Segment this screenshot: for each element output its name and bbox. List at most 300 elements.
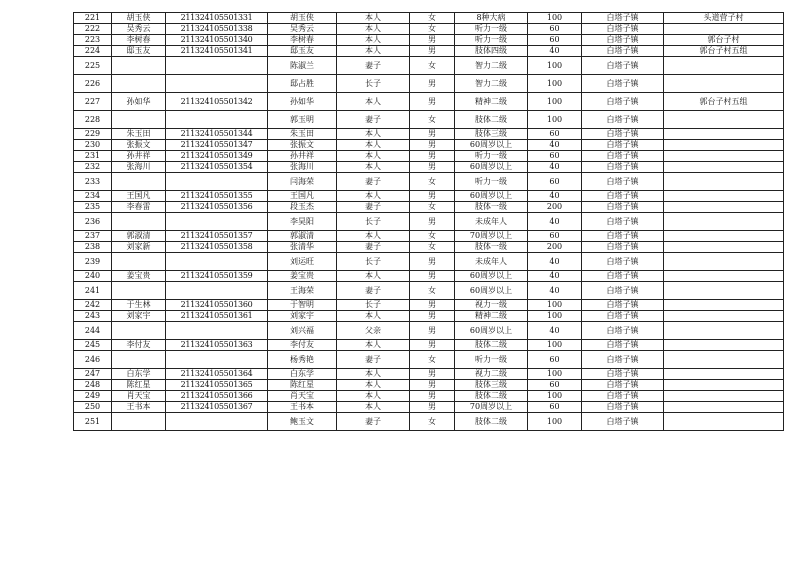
gender-cell: 男 bbox=[410, 35, 455, 46]
town-cell: 白塔子镇 bbox=[582, 93, 664, 111]
member-name-cell: 肖天宝 bbox=[268, 391, 337, 402]
gender-cell: 女 bbox=[410, 24, 455, 35]
town-cell: 白塔子镇 bbox=[582, 162, 664, 173]
town-cell: 白塔子镇 bbox=[582, 351, 664, 369]
gender-cell: 男 bbox=[410, 140, 455, 151]
amount-cell: 40 bbox=[528, 213, 582, 231]
town-cell: 白塔子镇 bbox=[582, 253, 664, 271]
household-head-cell bbox=[112, 351, 166, 369]
category-cell: 未成年人 bbox=[455, 253, 528, 271]
amount-cell: 60 bbox=[528, 129, 582, 140]
village-cell bbox=[664, 402, 784, 413]
row-number-cell: 227 bbox=[74, 93, 112, 111]
household-id-cell: 211324105501342 bbox=[166, 93, 268, 111]
household-head-cell bbox=[112, 173, 166, 191]
table-row bbox=[74, 391, 784, 402]
member-name-cell: 邸玉友 bbox=[268, 46, 337, 57]
amount-cell: 40 bbox=[528, 191, 582, 202]
household-head-cell bbox=[112, 413, 166, 431]
member-name-cell: 杨秀艳 bbox=[268, 351, 337, 369]
category-cell: 听力一级 bbox=[455, 173, 528, 191]
village-cell: 郭台子村五组 bbox=[664, 93, 784, 111]
household-id-cell: 211324105501363 bbox=[166, 340, 268, 351]
gender-cell: 女 bbox=[410, 57, 455, 75]
village-cell bbox=[664, 111, 784, 129]
gender-cell: 男 bbox=[410, 340, 455, 351]
amount-cell: 40 bbox=[528, 162, 582, 173]
category-cell: 精神二级 bbox=[455, 311, 528, 322]
town-cell: 白塔子镇 bbox=[582, 24, 664, 35]
row-number-cell: 241 bbox=[74, 282, 112, 300]
household-id-cell bbox=[166, 282, 268, 300]
relation-cell: 妻子 bbox=[337, 282, 410, 300]
gender-cell: 男 bbox=[410, 369, 455, 380]
member-name-cell: 郭玉明 bbox=[268, 111, 337, 129]
amount-cell: 100 bbox=[528, 13, 582, 24]
category-cell: 8种大病 bbox=[455, 13, 528, 24]
household-head-cell bbox=[112, 253, 166, 271]
table-row bbox=[74, 191, 784, 202]
category-cell: 60周岁以上 bbox=[455, 282, 528, 300]
row-number-cell: 247 bbox=[74, 369, 112, 380]
gender-cell: 男 bbox=[410, 300, 455, 311]
household-id-cell bbox=[166, 75, 268, 93]
household-id-cell: 211324105501356 bbox=[166, 202, 268, 213]
row-number-cell: 234 bbox=[74, 191, 112, 202]
member-name-cell: 王书本 bbox=[268, 402, 337, 413]
village-cell bbox=[664, 57, 784, 75]
village-cell bbox=[664, 151, 784, 162]
member-name-cell: 张海川 bbox=[268, 162, 337, 173]
household-id-cell: 211324105501367 bbox=[166, 402, 268, 413]
table-row bbox=[74, 322, 784, 340]
gender-cell: 男 bbox=[410, 380, 455, 391]
category-cell: 肢体三级 bbox=[455, 129, 528, 140]
amount-cell: 200 bbox=[528, 202, 582, 213]
relation-cell: 妻子 bbox=[337, 351, 410, 369]
relief-roster-table bbox=[73, 12, 784, 431]
household-id-cell: 211324105501366 bbox=[166, 391, 268, 402]
village-cell: 郭台子村五组 bbox=[664, 46, 784, 57]
category-cell: 肢体二级 bbox=[455, 340, 528, 351]
category-cell: 肢体三级 bbox=[455, 380, 528, 391]
category-cell: 视力一级 bbox=[455, 300, 528, 311]
member-name-cell: 陈红星 bbox=[268, 380, 337, 391]
gender-cell: 男 bbox=[410, 75, 455, 93]
relation-cell: 本人 bbox=[337, 24, 410, 35]
household-head-cell: 孙井祥 bbox=[112, 151, 166, 162]
household-head-cell bbox=[112, 111, 166, 129]
relation-cell: 妻子 bbox=[337, 57, 410, 75]
row-number-cell: 248 bbox=[74, 380, 112, 391]
household-head-cell: 刘家宇 bbox=[112, 311, 166, 322]
town-cell: 白塔子镇 bbox=[582, 242, 664, 253]
relation-cell: 本人 bbox=[337, 391, 410, 402]
category-cell: 肢体一级 bbox=[455, 202, 528, 213]
household-head-cell: 陈红星 bbox=[112, 380, 166, 391]
row-number-cell: 221 bbox=[74, 13, 112, 24]
village-cell bbox=[664, 369, 784, 380]
member-name-cell: 张清华 bbox=[268, 242, 337, 253]
household-head-cell bbox=[112, 322, 166, 340]
town-cell: 白塔子镇 bbox=[582, 173, 664, 191]
gender-cell: 男 bbox=[410, 322, 455, 340]
relation-cell: 本人 bbox=[337, 140, 410, 151]
amount-cell: 60 bbox=[528, 351, 582, 369]
town-cell: 白塔子镇 bbox=[582, 111, 664, 129]
household-head-cell: 刘家新 bbox=[112, 242, 166, 253]
gender-cell: 男 bbox=[410, 162, 455, 173]
member-name-cell: 李付友 bbox=[268, 340, 337, 351]
member-name-cell: 张振文 bbox=[268, 140, 337, 151]
category-cell: 肢体一级 bbox=[455, 242, 528, 253]
category-cell: 70周岁以上 bbox=[455, 402, 528, 413]
gender-cell: 女 bbox=[410, 231, 455, 242]
relation-cell: 本人 bbox=[337, 46, 410, 57]
amount-cell: 40 bbox=[528, 271, 582, 282]
relation-cell: 长子 bbox=[337, 75, 410, 93]
member-name-cell: 陈淑兰 bbox=[268, 57, 337, 75]
household-id-cell bbox=[166, 351, 268, 369]
household-head-cell: 李付友 bbox=[112, 340, 166, 351]
household-id-cell: 211324105501331 bbox=[166, 13, 268, 24]
table-row bbox=[74, 24, 784, 35]
relation-cell: 本人 bbox=[337, 93, 410, 111]
member-name-cell: 邸占胜 bbox=[268, 75, 337, 93]
town-cell: 白塔子镇 bbox=[582, 191, 664, 202]
row-number-cell: 235 bbox=[74, 202, 112, 213]
member-name-cell: 郭淑清 bbox=[268, 231, 337, 242]
household-id-cell: 211324105501361 bbox=[166, 311, 268, 322]
town-cell: 白塔子镇 bbox=[582, 57, 664, 75]
household-head-cell: 于生林 bbox=[112, 300, 166, 311]
household-id-cell: 211324105501365 bbox=[166, 380, 268, 391]
relation-cell: 妻子 bbox=[337, 413, 410, 431]
gender-cell: 男 bbox=[410, 129, 455, 140]
town-cell: 白塔子镇 bbox=[582, 311, 664, 322]
category-cell: 60周岁以上 bbox=[455, 191, 528, 202]
row-number-cell: 239 bbox=[74, 253, 112, 271]
town-cell: 白塔子镇 bbox=[582, 282, 664, 300]
town-cell: 白塔子镇 bbox=[582, 213, 664, 231]
table-row bbox=[74, 46, 784, 57]
amount-cell: 40 bbox=[528, 322, 582, 340]
household-id-cell: 211324105501358 bbox=[166, 242, 268, 253]
gender-cell: 女 bbox=[410, 111, 455, 129]
table-row bbox=[74, 351, 784, 369]
town-cell: 白塔子镇 bbox=[582, 202, 664, 213]
household-head-cell: 郭淑清 bbox=[112, 231, 166, 242]
gender-cell: 女 bbox=[410, 413, 455, 431]
relation-cell: 本人 bbox=[337, 151, 410, 162]
member-name-cell: 鲍玉文 bbox=[268, 413, 337, 431]
row-number-cell: 246 bbox=[74, 351, 112, 369]
member-name-cell: 于智明 bbox=[268, 300, 337, 311]
relation-cell: 父亲 bbox=[337, 322, 410, 340]
row-number-cell: 229 bbox=[74, 129, 112, 140]
household-head-cell: 白东学 bbox=[112, 369, 166, 380]
village-cell bbox=[664, 340, 784, 351]
amount-cell: 40 bbox=[528, 253, 582, 271]
town-cell: 白塔子镇 bbox=[582, 151, 664, 162]
amount-cell: 100 bbox=[528, 413, 582, 431]
amount-cell: 60 bbox=[528, 35, 582, 46]
town-cell: 白塔子镇 bbox=[582, 140, 664, 151]
relation-cell: 本人 bbox=[337, 129, 410, 140]
gender-cell: 女 bbox=[410, 242, 455, 253]
amount-cell: 40 bbox=[528, 46, 582, 57]
member-name-cell: 段玉杰 bbox=[268, 202, 337, 213]
table-row bbox=[74, 282, 784, 300]
relation-cell: 妻子 bbox=[337, 242, 410, 253]
household-id-cell: 211324105501364 bbox=[166, 369, 268, 380]
village-cell bbox=[664, 129, 784, 140]
household-id-cell bbox=[166, 57, 268, 75]
row-number-cell: 240 bbox=[74, 271, 112, 282]
category-cell: 60周岁以上 bbox=[455, 322, 528, 340]
gender-cell: 男 bbox=[410, 391, 455, 402]
village-cell bbox=[664, 213, 784, 231]
table-body bbox=[74, 13, 784, 431]
category-cell: 肢体二级 bbox=[455, 391, 528, 402]
household-head-cell: 肖天宝 bbox=[112, 391, 166, 402]
town-cell: 白塔子镇 bbox=[582, 35, 664, 46]
town-cell: 白塔子镇 bbox=[582, 322, 664, 340]
town-cell: 白塔子镇 bbox=[582, 271, 664, 282]
amount-cell: 100 bbox=[528, 391, 582, 402]
household-head-cell: 孙如华 bbox=[112, 93, 166, 111]
row-number-cell: 251 bbox=[74, 413, 112, 431]
member-name-cell: 刘家宇 bbox=[268, 311, 337, 322]
gender-cell: 女 bbox=[410, 173, 455, 191]
category-cell: 听力一级 bbox=[455, 24, 528, 35]
member-name-cell: 吴秀云 bbox=[268, 24, 337, 35]
village-cell bbox=[664, 391, 784, 402]
household-head-cell: 张振文 bbox=[112, 140, 166, 151]
village-cell bbox=[664, 173, 784, 191]
household-id-cell: 211324105501359 bbox=[166, 271, 268, 282]
table-row bbox=[74, 369, 784, 380]
table-row bbox=[74, 413, 784, 431]
household-id-cell: 211324105501349 bbox=[166, 151, 268, 162]
amount-cell: 60 bbox=[528, 380, 582, 391]
member-name-cell: 刘运旺 bbox=[268, 253, 337, 271]
household-head-cell: 朱玉田 bbox=[112, 129, 166, 140]
town-cell: 白塔子镇 bbox=[582, 13, 664, 24]
member-name-cell: 李树春 bbox=[268, 35, 337, 46]
household-head-cell bbox=[112, 75, 166, 93]
row-number-cell: 228 bbox=[74, 111, 112, 129]
household-head-cell: 张海川 bbox=[112, 162, 166, 173]
row-number-cell: 224 bbox=[74, 46, 112, 57]
row-number-cell: 244 bbox=[74, 322, 112, 340]
amount-cell: 100 bbox=[528, 369, 582, 380]
row-number-cell: 232 bbox=[74, 162, 112, 173]
town-cell: 白塔子镇 bbox=[582, 402, 664, 413]
village-cell bbox=[664, 242, 784, 253]
village-cell bbox=[664, 75, 784, 93]
village-cell bbox=[664, 202, 784, 213]
gender-cell: 男 bbox=[410, 311, 455, 322]
row-number-cell: 231 bbox=[74, 151, 112, 162]
table-row bbox=[74, 140, 784, 151]
table-row bbox=[74, 231, 784, 242]
household-id-cell bbox=[166, 111, 268, 129]
village-cell bbox=[664, 300, 784, 311]
relation-cell: 本人 bbox=[337, 13, 410, 24]
category-cell: 70周岁以上 bbox=[455, 231, 528, 242]
category-cell: 精神二级 bbox=[455, 93, 528, 111]
member-name-cell: 孙如华 bbox=[268, 93, 337, 111]
village-cell bbox=[664, 380, 784, 391]
gender-cell: 男 bbox=[410, 151, 455, 162]
relation-cell: 妻子 bbox=[337, 202, 410, 213]
town-cell: 白塔子镇 bbox=[582, 231, 664, 242]
row-number-cell: 245 bbox=[74, 340, 112, 351]
table-row bbox=[74, 253, 784, 271]
amount-cell: 60 bbox=[528, 402, 582, 413]
table-row bbox=[74, 242, 784, 253]
category-cell: 听力一级 bbox=[455, 151, 528, 162]
relation-cell: 本人 bbox=[337, 402, 410, 413]
table-row bbox=[74, 380, 784, 391]
amount-cell: 40 bbox=[528, 282, 582, 300]
town-cell: 白塔子镇 bbox=[582, 391, 664, 402]
table-row bbox=[74, 57, 784, 75]
town-cell: 白塔子镇 bbox=[582, 413, 664, 431]
household-head-cell bbox=[112, 213, 166, 231]
village-cell bbox=[664, 282, 784, 300]
village-cell bbox=[664, 271, 784, 282]
relation-cell: 长子 bbox=[337, 300, 410, 311]
member-name-cell: 孙井祥 bbox=[268, 151, 337, 162]
household-id-cell bbox=[166, 253, 268, 271]
row-number-cell: 238 bbox=[74, 242, 112, 253]
table-row bbox=[74, 402, 784, 413]
amount-cell: 100 bbox=[528, 93, 582, 111]
village-cell bbox=[664, 191, 784, 202]
member-name-cell: 李昊阳 bbox=[268, 213, 337, 231]
table-row bbox=[74, 162, 784, 173]
village-cell bbox=[664, 140, 784, 151]
gender-cell: 女 bbox=[410, 282, 455, 300]
town-cell: 白塔子镇 bbox=[582, 380, 664, 391]
household-id-cell: 211324105501338 bbox=[166, 24, 268, 35]
row-number-cell: 233 bbox=[74, 173, 112, 191]
amount-cell: 100 bbox=[528, 311, 582, 322]
town-cell: 白塔子镇 bbox=[582, 340, 664, 351]
category-cell: 视力二级 bbox=[455, 369, 528, 380]
amount-cell: 100 bbox=[528, 300, 582, 311]
village-cell bbox=[664, 162, 784, 173]
category-cell: 60周岁以上 bbox=[455, 271, 528, 282]
household-head-cell: 胡玉侠 bbox=[112, 13, 166, 24]
table-row bbox=[74, 13, 784, 24]
row-number-cell: 223 bbox=[74, 35, 112, 46]
row-number-cell: 236 bbox=[74, 213, 112, 231]
amount-cell: 200 bbox=[528, 242, 582, 253]
category-cell: 肢体二级 bbox=[455, 111, 528, 129]
household-id-cell: 211324105501341 bbox=[166, 46, 268, 57]
amount-cell: 100 bbox=[528, 75, 582, 93]
village-cell bbox=[664, 24, 784, 35]
gender-cell: 男 bbox=[410, 213, 455, 231]
town-cell: 白塔子镇 bbox=[582, 129, 664, 140]
category-cell: 听力一级 bbox=[455, 351, 528, 369]
member-name-cell: 朱玉田 bbox=[268, 129, 337, 140]
relation-cell: 本人 bbox=[337, 369, 410, 380]
table-row bbox=[74, 151, 784, 162]
village-cell bbox=[664, 322, 784, 340]
town-cell: 白塔子镇 bbox=[582, 46, 664, 57]
table-row bbox=[74, 129, 784, 140]
category-cell: 智力二级 bbox=[455, 75, 528, 93]
household-id-cell bbox=[166, 413, 268, 431]
village-cell bbox=[664, 351, 784, 369]
relation-cell: 本人 bbox=[337, 340, 410, 351]
household-id-cell: 211324105501354 bbox=[166, 162, 268, 173]
table-row bbox=[74, 311, 784, 322]
table-row bbox=[74, 213, 784, 231]
household-id-cell bbox=[166, 322, 268, 340]
table-row bbox=[74, 173, 784, 191]
town-cell: 白塔子镇 bbox=[582, 300, 664, 311]
household-id-cell: 211324105501357 bbox=[166, 231, 268, 242]
household-head-cell: 李春雷 bbox=[112, 202, 166, 213]
member-name-cell: 白东学 bbox=[268, 369, 337, 380]
household-id-cell: 211324105501355 bbox=[166, 191, 268, 202]
household-head-cell: 吴秀云 bbox=[112, 24, 166, 35]
village-cell bbox=[664, 231, 784, 242]
amount-cell: 100 bbox=[528, 111, 582, 129]
gender-cell: 女 bbox=[410, 202, 455, 213]
household-id-cell: 211324105501360 bbox=[166, 300, 268, 311]
gender-cell: 男 bbox=[410, 271, 455, 282]
member-name-cell: 闫海荣 bbox=[268, 173, 337, 191]
household-head-cell: 王国凡 bbox=[112, 191, 166, 202]
row-number-cell: 226 bbox=[74, 75, 112, 93]
gender-cell: 女 bbox=[410, 13, 455, 24]
gender-cell: 男 bbox=[410, 46, 455, 57]
category-cell: 未成年人 bbox=[455, 213, 528, 231]
household-id-cell: 211324105501340 bbox=[166, 35, 268, 46]
gender-cell: 男 bbox=[410, 191, 455, 202]
amount-cell: 60 bbox=[528, 231, 582, 242]
table-row bbox=[74, 75, 784, 93]
member-name-cell: 姜宝贵 bbox=[268, 271, 337, 282]
relation-cell: 本人 bbox=[337, 191, 410, 202]
amount-cell: 60 bbox=[528, 24, 582, 35]
member-name-cell: 王海荣 bbox=[268, 282, 337, 300]
table-row bbox=[74, 202, 784, 213]
category-cell: 肢体二级 bbox=[455, 413, 528, 431]
relation-cell: 长子 bbox=[337, 213, 410, 231]
row-number-cell: 222 bbox=[74, 24, 112, 35]
amount-cell: 60 bbox=[528, 173, 582, 191]
household-head-cell: 邸玉友 bbox=[112, 46, 166, 57]
row-number-cell: 250 bbox=[74, 402, 112, 413]
table-row bbox=[74, 340, 784, 351]
relation-cell: 本人 bbox=[337, 311, 410, 322]
row-number-cell: 242 bbox=[74, 300, 112, 311]
row-number-cell: 230 bbox=[74, 140, 112, 151]
relation-cell: 妻子 bbox=[337, 173, 410, 191]
row-number-cell: 249 bbox=[74, 391, 112, 402]
table-row bbox=[74, 300, 784, 311]
table-row bbox=[74, 271, 784, 282]
amount-cell: 100 bbox=[528, 340, 582, 351]
town-cell: 白塔子镇 bbox=[582, 369, 664, 380]
